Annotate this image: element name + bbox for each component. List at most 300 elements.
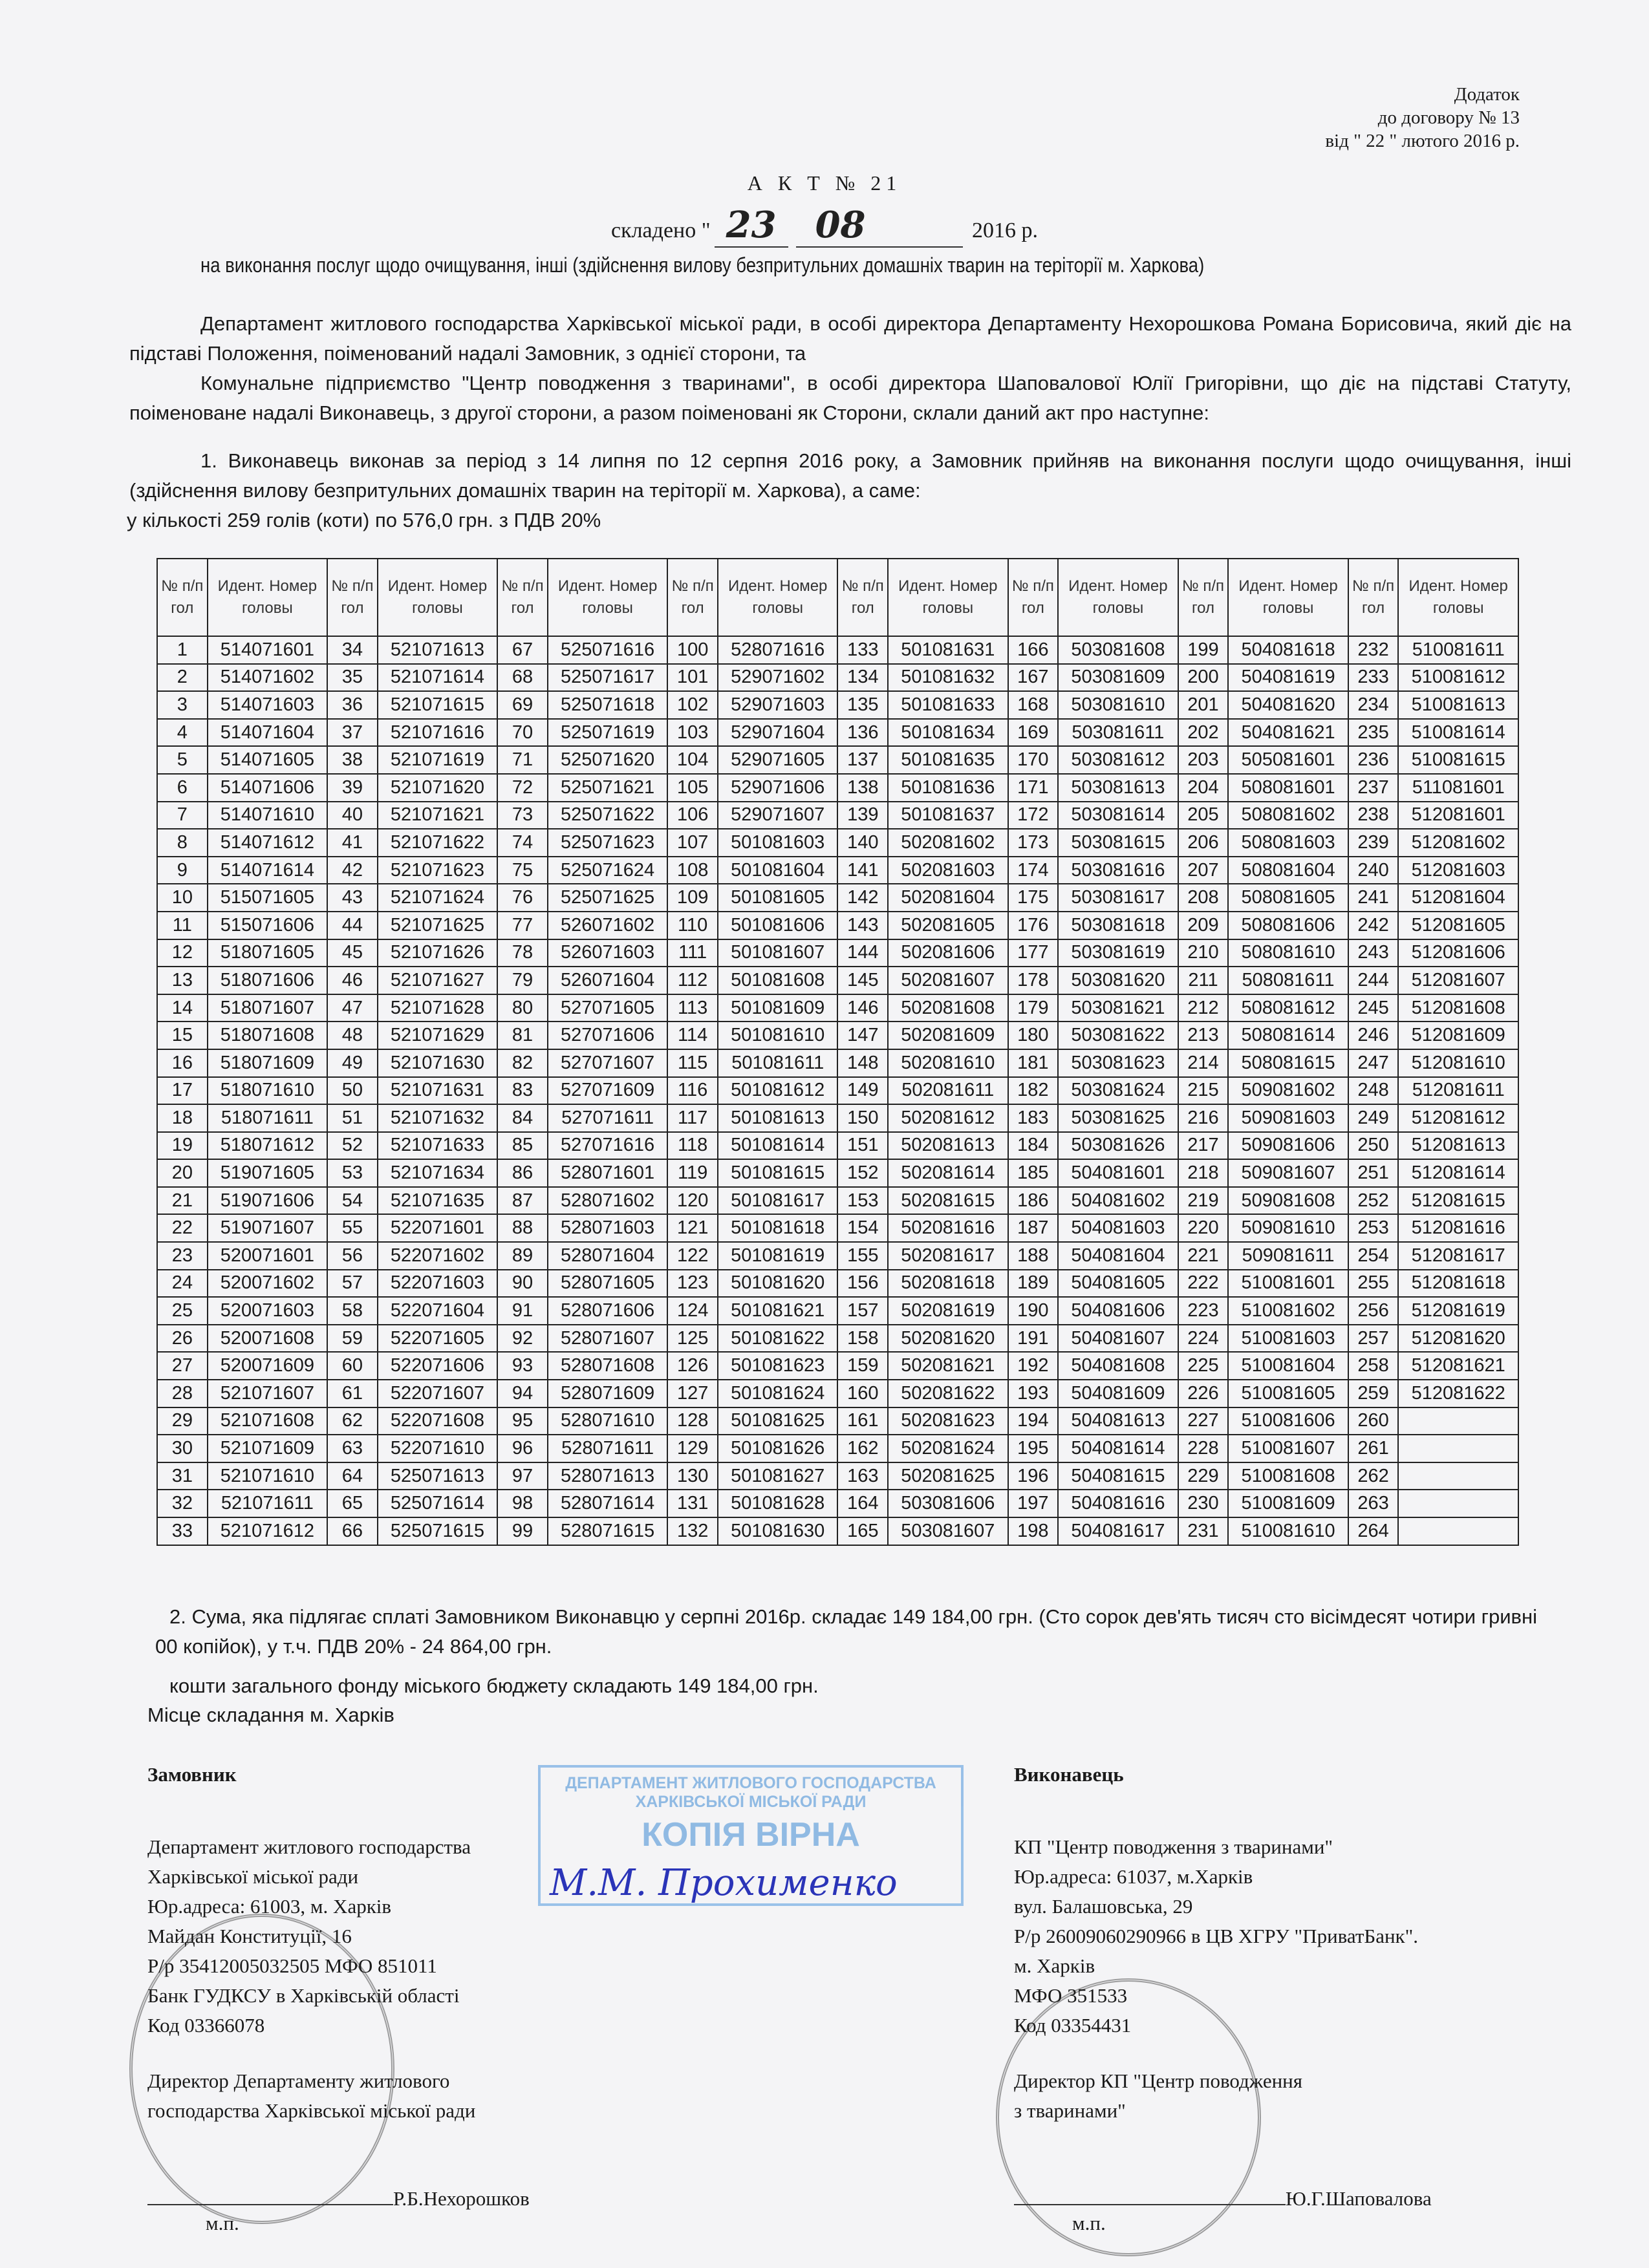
- contractor-signer-title: з тваринами": [1014, 2099, 1126, 2122]
- cell-id: 512081616: [1398, 1214, 1518, 1242]
- cell-number: 161: [837, 1407, 888, 1435]
- cell-number: 203: [1178, 746, 1229, 774]
- cell-number: 234: [1348, 691, 1399, 719]
- cell-number: 49: [327, 1049, 378, 1077]
- cell-id: 522071608: [378, 1407, 497, 1435]
- cell-id: 518071610: [208, 1077, 327, 1105]
- cell-number: 264: [1348, 1517, 1399, 1545]
- cell-id: 528071609: [548, 1380, 667, 1407]
- table-row: [157, 1214, 1518, 1242]
- cell-number: 39: [327, 774, 378, 802]
- table-row: [157, 1104, 1518, 1132]
- cell-id: 512081604: [1398, 884, 1518, 912]
- contractor-line: Р/р 26009060290966 в ЦВ ХГРУ "ПриватБанк".: [1014, 1925, 1419, 1947]
- cell-number: 149: [837, 1077, 888, 1105]
- cell-number: 127: [667, 1380, 718, 1407]
- cell-id: 504081613: [1058, 1407, 1178, 1435]
- cell-number: 59: [327, 1325, 378, 1353]
- cell-id: 520071601: [208, 1242, 327, 1270]
- cell-number: 123: [667, 1270, 718, 1298]
- cell-number: 40: [327, 802, 378, 829]
- cell-number: 124: [667, 1297, 718, 1325]
- cell-number: 242: [1348, 912, 1399, 939]
- cell-number: 226: [1178, 1380, 1229, 1407]
- cell-id: 512081601: [1398, 802, 1518, 829]
- cell-id: 514071602: [208, 664, 327, 692]
- cell-id: 528071605: [548, 1270, 667, 1298]
- customer-line: Майдан Конституції, 16: [147, 1925, 352, 1947]
- column-header-id: Идент. Номер головы: [1228, 559, 1348, 636]
- cell-id: 502081603: [888, 857, 1008, 884]
- cell-id: 512081610: [1398, 1049, 1518, 1077]
- cell-id: 503081617: [1058, 884, 1178, 912]
- cell-number: 116: [667, 1077, 718, 1105]
- cell-number: 28: [157, 1380, 208, 1407]
- cell-number: 223: [1178, 1297, 1229, 1325]
- cell-id: 521071611: [208, 1490, 327, 1517]
- cell-number: 228: [1178, 1435, 1229, 1462]
- cell-number: 222: [1178, 1270, 1229, 1298]
- cell-number: 3: [157, 691, 208, 719]
- cell-number: 249: [1348, 1104, 1399, 1132]
- cell-id: 510081613: [1398, 691, 1518, 719]
- cell-number: 175: [1008, 884, 1059, 912]
- cell-number: 246: [1348, 1022, 1399, 1049]
- cell-number: 17: [157, 1077, 208, 1105]
- cell-id: 528071602: [548, 1187, 667, 1215]
- cell-number: 154: [837, 1214, 888, 1242]
- cell-number: 122: [667, 1242, 718, 1270]
- cell-id: 504081609: [1058, 1380, 1178, 1407]
- contractor-line: Юр.адреса: 61037, м.Харків: [1014, 1865, 1253, 1888]
- cell-number: 144: [837, 939, 888, 967]
- customer-line: Департамент житлового господарства: [147, 1835, 471, 1858]
- cell-number: 12: [157, 939, 208, 967]
- cell-number: 132: [667, 1517, 718, 1545]
- cell-id: 510081601: [1228, 1270, 1348, 1298]
- cell-id: 501081611: [718, 1049, 837, 1077]
- cell-number: 255: [1348, 1270, 1399, 1298]
- cell-number: 96: [497, 1435, 548, 1462]
- cell-id: 501081615: [718, 1159, 837, 1187]
- cell-number: 31: [157, 1462, 208, 1490]
- cell-id: 503081608: [1058, 636, 1178, 664]
- cell-number: 171: [1008, 774, 1059, 802]
- table-row: [157, 636, 1518, 664]
- cell-id: 501081607: [718, 939, 837, 967]
- cell-id: 504081603: [1058, 1214, 1178, 1242]
- cell-number: 117: [667, 1104, 718, 1132]
- cell-id: 514071606: [208, 774, 327, 802]
- cell-number: 95: [497, 1407, 548, 1435]
- cell-number: 57: [327, 1270, 378, 1298]
- cell-number: 11: [157, 912, 208, 939]
- cell-number: 155: [837, 1242, 888, 1270]
- cell-id: 503081623: [1058, 1049, 1178, 1077]
- column-header-id: Идент. Номер головы: [548, 559, 667, 636]
- contractor-seal-mark: м.п.: [1072, 2212, 1106, 2234]
- cell-id: 512081613: [1398, 1132, 1518, 1160]
- cell-number: 129: [667, 1435, 718, 1462]
- cell-number: 143: [837, 912, 888, 939]
- cell-id: 504081608: [1058, 1352, 1178, 1380]
- column-header-id: Идент. Номер головы: [208, 559, 327, 636]
- cell-id: 501081625: [718, 1407, 837, 1435]
- cell-number: 202: [1178, 719, 1229, 747]
- customer-signer-name: Р.Б.Нехорошков: [393, 2187, 530, 2210]
- cell-id: 522071610: [378, 1435, 497, 1462]
- column-header-id: Идент. Номер головы: [888, 559, 1008, 636]
- table-row: [157, 1049, 1518, 1077]
- cell-number: 112: [667, 967, 718, 994]
- cell-number: 4: [157, 719, 208, 747]
- cell-number: 166: [1008, 636, 1059, 664]
- table-row: [157, 912, 1518, 939]
- cell-number: 64: [327, 1462, 378, 1490]
- cell-id: 509081606: [1228, 1132, 1348, 1160]
- cell-number: 1: [157, 636, 208, 664]
- cell-number: 43: [327, 884, 378, 912]
- cell-number: 131: [667, 1490, 718, 1517]
- cell-id: 508081614: [1228, 1022, 1348, 1049]
- cell-number: 173: [1008, 829, 1059, 857]
- cell-id: 521071621: [378, 802, 497, 829]
- annex-reference: [1325, 83, 1520, 153]
- cell-id: 527071607: [548, 1049, 667, 1077]
- cell-id: 508081612: [1228, 994, 1348, 1022]
- cell-id: 528071606: [548, 1297, 667, 1325]
- cell-id: 502081612: [888, 1104, 1008, 1132]
- cell-id: 514071605: [208, 746, 327, 774]
- cell-number: 213: [1178, 1022, 1229, 1049]
- cell-number: 92: [497, 1325, 548, 1353]
- cell-id: 501081634: [888, 719, 1008, 747]
- cell-id: 528071601: [548, 1159, 667, 1187]
- table-row: [157, 664, 1518, 692]
- cell-id: 501081613: [718, 1104, 837, 1132]
- cell-id: 521071635: [378, 1187, 497, 1215]
- cell-number: 7: [157, 802, 208, 829]
- cell-number: 33: [157, 1517, 208, 1545]
- cell-id: 504081621: [1228, 719, 1348, 747]
- cell-number: 169: [1008, 719, 1059, 747]
- cell-id: 527071609: [548, 1077, 667, 1105]
- customer-seal-mark: м.п.: [206, 2212, 239, 2234]
- cell-id: 512081618: [1398, 1270, 1518, 1298]
- cell-number: 200: [1178, 664, 1229, 692]
- cell-id: 525071614: [378, 1490, 497, 1517]
- cell-number: 37: [327, 719, 378, 747]
- cell-number: 191: [1008, 1325, 1059, 1353]
- cell-number: 130: [667, 1462, 718, 1490]
- cell-id: 512081602: [1398, 829, 1518, 857]
- cell-id: 503081624: [1058, 1077, 1178, 1105]
- cell-id: 512081611: [1398, 1077, 1518, 1105]
- cell-number: 94: [497, 1380, 548, 1407]
- cell-number: 78: [497, 939, 548, 967]
- cell-number: 103: [667, 719, 718, 747]
- cell-id: 502081619: [888, 1297, 1008, 1325]
- cell-number: 45: [327, 939, 378, 967]
- cell-number: 190: [1008, 1297, 1059, 1325]
- cell-number: 76: [497, 884, 548, 912]
- cell-id: 528071611: [548, 1435, 667, 1462]
- customer-signer-title: господарства Харківської міської ради: [147, 2099, 476, 2122]
- cell-number: 61: [327, 1380, 378, 1407]
- cell-number: 108: [667, 857, 718, 884]
- cell-number: 47: [327, 994, 378, 1022]
- cell-id: 518071607: [208, 994, 327, 1022]
- cell-number: 86: [497, 1159, 548, 1187]
- cell-number: 115: [667, 1049, 718, 1077]
- cell-number: 160: [837, 1380, 888, 1407]
- customer-line: Банк ГУДКСУ в Харківській області: [147, 1984, 460, 2007]
- cell-number: 60: [327, 1352, 378, 1380]
- cell-number: 38: [327, 746, 378, 774]
- cell-number: 5: [157, 746, 208, 774]
- cell-id: 525071621: [548, 774, 667, 802]
- cell-id: 521071609: [208, 1435, 327, 1462]
- cell-number: 88: [497, 1214, 548, 1242]
- column-header-number: № п/п гол: [497, 559, 548, 636]
- cell-number: 53: [327, 1159, 378, 1187]
- cell-number: 85: [497, 1132, 548, 1160]
- cell-number: 107: [667, 829, 718, 857]
- cell-id: 529071603: [718, 691, 837, 719]
- cell-number: 156: [837, 1270, 888, 1298]
- cell-number: 93: [497, 1352, 548, 1380]
- cell-id: 501081617: [718, 1187, 837, 1215]
- cell-id: 521071625: [378, 912, 497, 939]
- cell-number: 207: [1178, 857, 1229, 884]
- cell-id: 515071606: [208, 912, 327, 939]
- cell-id: 502081621: [888, 1352, 1008, 1380]
- cell-number: 165: [837, 1517, 888, 1545]
- cell-id: 528071604: [548, 1242, 667, 1270]
- cell-id: 510081605: [1228, 1380, 1348, 1407]
- cell-id: 522071607: [378, 1380, 497, 1407]
- cell-id: 525071625: [548, 884, 667, 912]
- cell-number: 220: [1178, 1214, 1229, 1242]
- cell-number: 184: [1008, 1132, 1059, 1160]
- cell-number: 230: [1178, 1490, 1229, 1517]
- cell-id: 508081602: [1228, 802, 1348, 829]
- customer-line: Р/р 35412005032505 МФО 851011: [147, 1954, 437, 1977]
- cell-id: 501081636: [888, 774, 1008, 802]
- cell-number: 18: [157, 1104, 208, 1132]
- customer-signer-title: Директор Департаменту житлового: [147, 2070, 450, 2092]
- cell-number: 231: [1178, 1517, 1229, 1545]
- cell-id: 514071610: [208, 802, 327, 829]
- cell-id: 521071634: [378, 1159, 497, 1187]
- cell-number: 159: [837, 1352, 888, 1380]
- cell-number: 157: [837, 1297, 888, 1325]
- cell-id: 503081607: [888, 1517, 1008, 1545]
- cell-id: 503081616: [1058, 857, 1178, 884]
- cell-id: 522071606: [378, 1352, 497, 1380]
- column-header-id: Идент. Номер головы: [1058, 559, 1178, 636]
- cell-id: 504081604: [1058, 1242, 1178, 1270]
- cell-number: 189: [1008, 1270, 1059, 1298]
- cell-number: 139: [837, 802, 888, 829]
- cell-id: 503081614: [1058, 802, 1178, 829]
- cell-number: 206: [1178, 829, 1229, 857]
- cell-id: 501081633: [888, 691, 1008, 719]
- cell-number: 80: [497, 994, 548, 1022]
- cell-number: 188: [1008, 1242, 1059, 1270]
- stamp-line-1: ДЕПАРТАМЕНТ ЖИТЛОВОГО ГОСПОДАРСТВА: [565, 1774, 936, 1792]
- cell-id: 512081614: [1398, 1159, 1518, 1187]
- cell-id: 508081610: [1228, 939, 1348, 967]
- cell-id: 512081621: [1398, 1352, 1518, 1380]
- contractor-line: КП "Центр поводження з тваринами": [1014, 1835, 1333, 1858]
- cell-number: 238: [1348, 802, 1399, 829]
- cell-id: 519071606: [208, 1187, 327, 1215]
- cell-number: 26: [157, 1325, 208, 1353]
- table-row: [157, 1380, 1518, 1407]
- table-row: [157, 1490, 1518, 1517]
- cell-id: 501081635: [888, 746, 1008, 774]
- cell-number: 241: [1348, 884, 1399, 912]
- cell-number: 6: [157, 774, 208, 802]
- cell-number: 214: [1178, 1049, 1229, 1077]
- cell-number: 167: [1008, 664, 1059, 692]
- cell-number: 121: [667, 1214, 718, 1242]
- customer-paragraph: Департамент житлового господарства Харківської міської ради, в особі директора Департаменту Нехорошкова Романа Борисовича, який діє на підставі Положення, поіменований надалі Замовник, з однієї сторони, та: [129, 312, 1571, 365]
- cell-id: 509081602: [1228, 1077, 1348, 1105]
- cell-id: 525071613: [378, 1462, 497, 1490]
- cell-number: 141: [837, 857, 888, 884]
- cell-id: 525071615: [378, 1517, 497, 1545]
- cell-number: 147: [837, 1022, 888, 1049]
- cell-id: 509081610: [1228, 1214, 1348, 1242]
- table-row: [157, 1352, 1518, 1380]
- cell-id: 528071615: [548, 1517, 667, 1545]
- item-1-paragraph: 1. Виконавець виконав за період з 14 липня по 12 серпня 2016 року, а Замовник прийняв на виконання послуги щодо очищування, інші (здійснення вилову безпритульних домашніх тварин на теріторії м. Харкова), а саме:: [129, 449, 1571, 502]
- cell-id: 501081626: [718, 1435, 837, 1462]
- cell-number: 101: [667, 664, 718, 692]
- cell-id: 512081612: [1398, 1104, 1518, 1132]
- cell-number: 163: [837, 1462, 888, 1490]
- cell-number: 81: [497, 1022, 548, 1049]
- cell-id: 503081619: [1058, 939, 1178, 967]
- cell-number: 252: [1348, 1187, 1399, 1215]
- cell-id: 509081603: [1228, 1104, 1348, 1132]
- cell-number: 21: [157, 1187, 208, 1215]
- cell-number: 29: [157, 1407, 208, 1435]
- cell-id: 521071613: [378, 636, 497, 664]
- cell-id: 510081612: [1398, 664, 1518, 692]
- table-row: [157, 1297, 1518, 1325]
- cell-id: 502081608: [888, 994, 1008, 1022]
- cell-id: 512081605: [1398, 912, 1518, 939]
- column-header-number: № п/п гол: [1178, 559, 1229, 636]
- cell-id: 502081610: [888, 1049, 1008, 1077]
- cell-number: 229: [1178, 1462, 1229, 1490]
- cell-number: 84: [497, 1104, 548, 1132]
- act-subject: на виконання послуг щодо очищування, інші (здійснення вилову безпритульних домашніх тварин на теріторії м. Харкова): [200, 253, 1205, 277]
- table-row: [157, 719, 1518, 747]
- cell-id: 503081609: [1058, 664, 1178, 692]
- cell-id: 510081607: [1228, 1435, 1348, 1462]
- cell-number: 25: [157, 1297, 208, 1325]
- cell-id: 508081601: [1228, 774, 1348, 802]
- cell-number: 219: [1178, 1187, 1229, 1215]
- cell-id: 502081622: [888, 1380, 1008, 1407]
- cell-id: 502081615: [888, 1187, 1008, 1215]
- cell-id: 525071623: [548, 829, 667, 857]
- table-row: [157, 967, 1518, 994]
- table-row: [157, 1435, 1518, 1462]
- cell-number: 126: [667, 1352, 718, 1380]
- cell-number: 113: [667, 994, 718, 1022]
- cell-id: 510081615: [1398, 746, 1518, 774]
- cell-number: 136: [837, 719, 888, 747]
- cell-number: 218: [1178, 1159, 1229, 1187]
- cell-number: 19: [157, 1132, 208, 1160]
- contractor-line: Код 03354431: [1014, 2014, 1132, 2037]
- cell-number: 198: [1008, 1517, 1059, 1545]
- cell-id: 510081608: [1228, 1462, 1348, 1490]
- cell-number: 215: [1178, 1077, 1229, 1105]
- cell-number: 140: [837, 829, 888, 857]
- cell-id: 521071622: [378, 829, 497, 857]
- cell-number: 177: [1008, 939, 1059, 967]
- cell-id: 527071611: [548, 1104, 667, 1132]
- cell-number: 89: [497, 1242, 548, 1270]
- column-header-id: Идент. Номер головы: [1398, 559, 1518, 636]
- cell-number: 205: [1178, 802, 1229, 829]
- cell-id: 529071605: [718, 746, 837, 774]
- cell-id: 520071603: [208, 1297, 327, 1325]
- cell-number: 262: [1348, 1462, 1399, 1490]
- cell-number: 87: [497, 1187, 548, 1215]
- cell-number: 118: [667, 1132, 718, 1160]
- cell-number: 254: [1348, 1242, 1399, 1270]
- table-row: [157, 746, 1518, 774]
- cell-id: 510081602: [1228, 1297, 1348, 1325]
- cell-number: 74: [497, 829, 548, 857]
- cell-id: 503081618: [1058, 912, 1178, 939]
- cell-id: 503081615: [1058, 829, 1178, 857]
- cell-id: 503081622: [1058, 1022, 1178, 1049]
- cell-number: 146: [837, 994, 888, 1022]
- cell-number: 227: [1178, 1407, 1229, 1435]
- cell-id: 508081605: [1228, 884, 1348, 912]
- cell-id: 529071602: [718, 664, 837, 692]
- cell-number: 82: [497, 1049, 548, 1077]
- cell-number: 2: [157, 664, 208, 692]
- cell-id: 501081631: [888, 636, 1008, 664]
- cell-number: 258: [1348, 1352, 1399, 1380]
- cell-id: 512081622: [1398, 1380, 1518, 1407]
- cell-number: 77: [497, 912, 548, 939]
- cell-id: 502081605: [888, 912, 1008, 939]
- cell-number: 16: [157, 1049, 208, 1077]
- cell-id: 501081637: [888, 802, 1008, 829]
- customer-line: Юр.адреса: 61003, м. Харків: [147, 1895, 392, 1918]
- table-row: [157, 1270, 1518, 1298]
- cell-number: 23: [157, 1242, 208, 1270]
- cell-id: 501081612: [718, 1077, 837, 1105]
- cell-id: 529071606: [718, 774, 837, 802]
- cell-number: 27: [157, 1352, 208, 1380]
- cell-number: 201: [1178, 691, 1229, 719]
- cell-number: 42: [327, 857, 378, 884]
- copy-certification-signature: М.М. Прохименко: [550, 1862, 898, 1904]
- cell-id: 510081606: [1228, 1407, 1348, 1435]
- cell-id: 504081617: [1058, 1517, 1178, 1545]
